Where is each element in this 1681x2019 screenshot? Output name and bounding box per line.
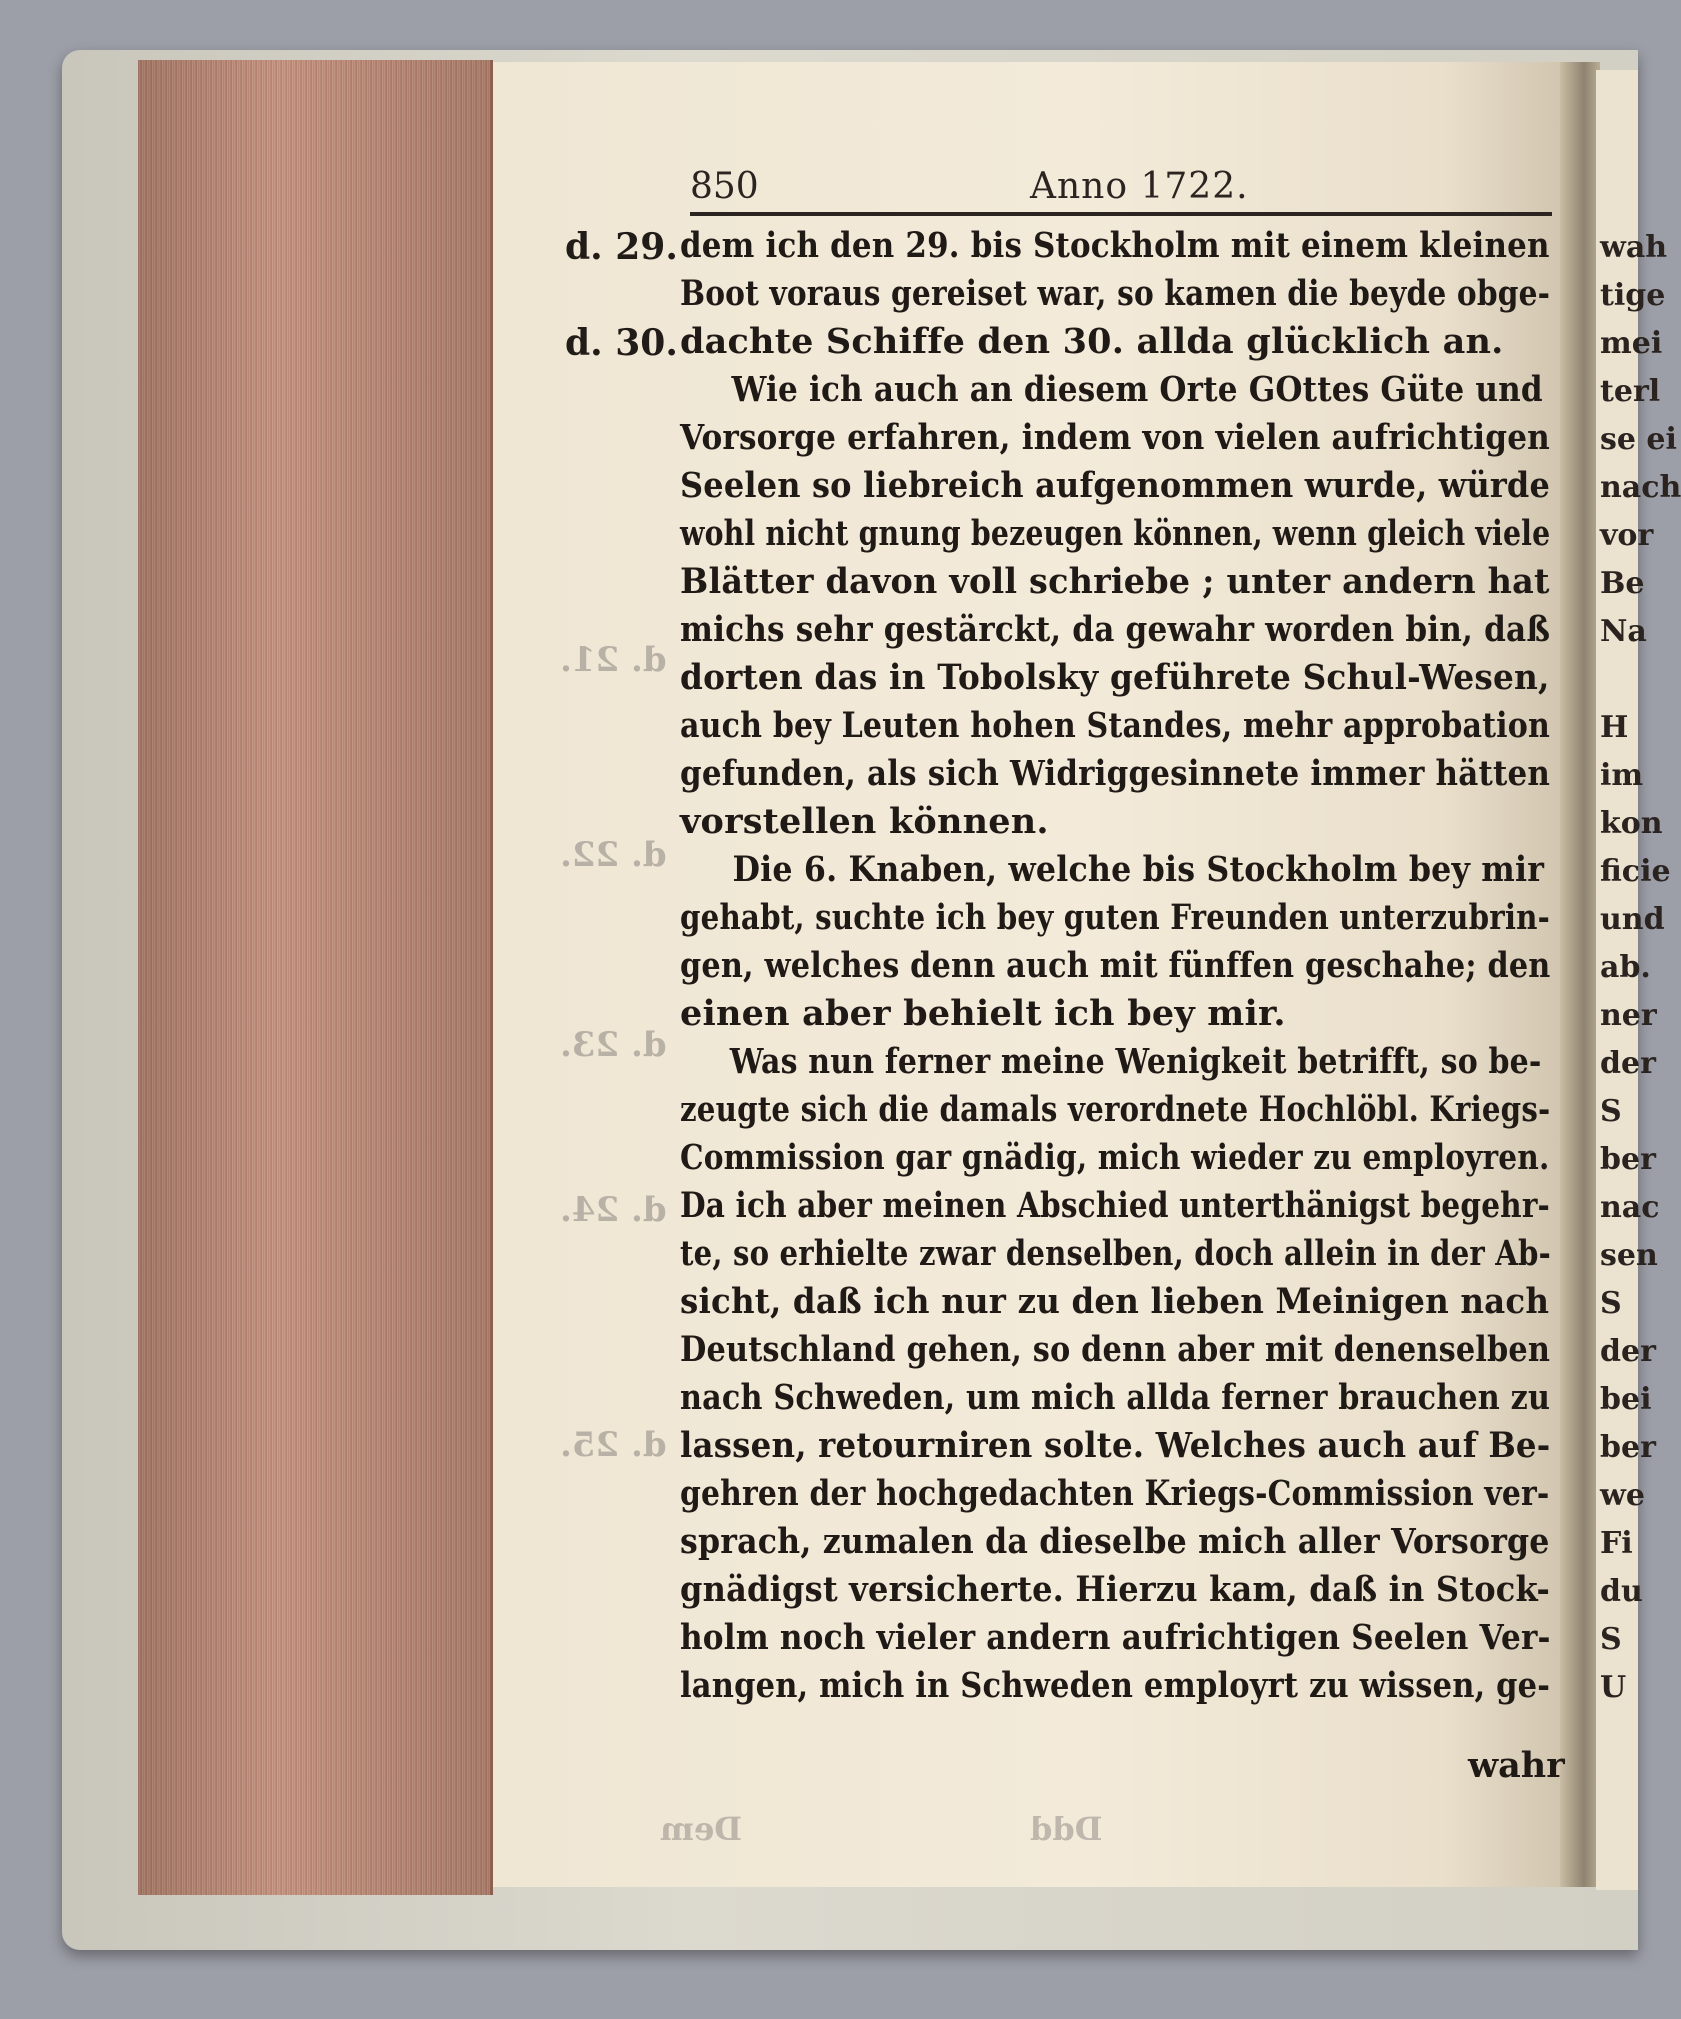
- text-line: langen, mich in Schweden employrt zu wissen, ge-: [680, 1665, 1551, 1706]
- page-number: 850: [690, 166, 759, 207]
- right-page-line: we: [1600, 1478, 1645, 1513]
- text-line: Wie ich auch an diesem Orte GOttes Güte und: [731, 369, 1543, 410]
- right-page-line: Be: [1600, 566, 1645, 601]
- text-line: sprach, zumalen da dieselbe mich aller Vorsorge: [680, 1521, 1550, 1562]
- text-line: zeugte sich die damals verordnete Hochlöbl. Kriegs-: [680, 1089, 1551, 1130]
- text-line: vorstellen können.: [680, 801, 1049, 842]
- text-line: dorten das in Tobolsky geführete Schul-Wesen,: [680, 657, 1550, 698]
- page-edges-shade: [138, 60, 490, 1895]
- right-page-fragment: [1596, 70, 1681, 1890]
- catchword: wahr: [1468, 1745, 1565, 1786]
- right-page-line: mei: [1600, 326, 1663, 361]
- text-line: gehren der hochgedachten Kriegs-Commission ver-: [680, 1473, 1550, 1514]
- text-line: nach Schweden, um mich allda ferner brauchen zu: [680, 1377, 1551, 1418]
- right-page-line: S: [1600, 1622, 1622, 1657]
- text-line: einen aber behielt ich bey mir.: [680, 993, 1286, 1034]
- text-line: gen, welches denn auch mit fünffen geschahe; den: [680, 945, 1551, 986]
- right-page-line: Fi: [1600, 1526, 1633, 1561]
- text-line: sicht, daß ich nur zu den lieben Meinigen nach: [680, 1281, 1550, 1322]
- bleed-through-note: d. 22.: [560, 835, 667, 875]
- right-page-line: ner: [1600, 998, 1657, 1033]
- right-page-line: se ei: [1600, 422, 1677, 457]
- margin-note: d. 30.: [565, 322, 678, 364]
- right-page-line: im: [1600, 758, 1644, 793]
- text-line: Commission gar gnädig, mich wieder zu employren.: [680, 1137, 1550, 1178]
- right-page-line: tige: [1600, 278, 1666, 313]
- right-page-line: ber: [1600, 1430, 1656, 1465]
- right-page-line: ficie: [1600, 854, 1671, 889]
- text-line: gehabt, suchte ich bey guten Freunden unterzubrin-: [680, 897, 1550, 938]
- right-page-line: bei: [1600, 1382, 1652, 1417]
- right-page-line: ber: [1600, 1142, 1656, 1177]
- right-page-line: und: [1600, 902, 1665, 937]
- text-line: dachte Schiffe den 30. allda glücklich an.: [680, 321, 1504, 362]
- text-line: lassen, retourniren solte. Welches auch auf Be-: [680, 1425, 1551, 1466]
- header-rule: [690, 212, 1552, 216]
- bleed-through-bottom: Dem: [660, 1810, 742, 1848]
- right-page-line: H: [1600, 710, 1629, 745]
- right-page-line: S: [1600, 1286, 1622, 1321]
- bleed-through-note: d. 23.: [560, 1025, 667, 1065]
- running-head: Anno 1722.: [1030, 166, 1249, 207]
- book-gutter: [1560, 62, 1600, 1887]
- right-page-line: wah: [1600, 230, 1668, 265]
- margin-note: d. 29.: [565, 226, 678, 268]
- bleed-through-note: d. 24.: [560, 1190, 667, 1230]
- right-page-line: ab.: [1600, 950, 1651, 985]
- text-line: Da ich aber meinen Abschied unterthänigst begehr-: [680, 1185, 1550, 1226]
- right-page-line: sen: [1600, 1238, 1658, 1273]
- bleed-through-note: d. 25.: [560, 1425, 667, 1465]
- right-page-line: du: [1600, 1574, 1643, 1609]
- bleed-through-note: d. 21.: [560, 640, 667, 680]
- text-line: auch bey Leuten hohen Standes, mehr approbation: [680, 705, 1551, 746]
- text-line: dem ich den 29. bis Stockholm mit einem kleinen: [680, 225, 1550, 266]
- right-page-line: terl: [1600, 374, 1661, 409]
- text-line: wohl nicht gnung bezeugen können, wenn gleich viele: [680, 513, 1551, 554]
- bleed-through-bottom: Ddd: [1030, 1810, 1103, 1848]
- text-line: gnädigst versicherte. Hierzu kam, daß in Stock-: [680, 1569, 1551, 1610]
- text-line: te, so erhielte zwar denselben, doch allein in der Ab-: [680, 1233, 1551, 1274]
- page-header: [690, 166, 1540, 206]
- body-text: [680, 222, 1550, 1710]
- text-line: Vorsorge erfahren, indem von vielen aufrichtigen: [680, 417, 1550, 458]
- right-page-line: der: [1600, 1046, 1656, 1081]
- right-page-line: der: [1600, 1334, 1656, 1369]
- text-line: Blätter davon voll schriebe ; unter andern hat: [680, 561, 1550, 602]
- text-line: Seelen so liebreich aufgenommen wurde, würde: [680, 465, 1551, 506]
- text-line: Was nun ferner meine Wenigkeit betrifft, so be-: [729, 1041, 1542, 1082]
- right-page-line: kon: [1600, 806, 1663, 841]
- right-page-line: nac: [1600, 1190, 1660, 1225]
- text-line: holm noch vieler andern aufrichtigen Seelen Ver-: [680, 1617, 1551, 1658]
- right-page-line: Na: [1600, 614, 1647, 649]
- text-line: Deutschland gehen, so denn aber mit denenselben: [680, 1329, 1551, 1370]
- text-line: Die 6. Knaben, welche bis Stockholm bey mir: [732, 849, 1545, 890]
- text-line: gefunden, als sich Widriggesinnete immer hätten: [680, 753, 1551, 794]
- right-page-line: vor: [1600, 518, 1654, 553]
- right-page-line: nach: [1600, 470, 1681, 505]
- right-page-line: U: [1600, 1670, 1627, 1705]
- right-page-line: S: [1600, 1094, 1622, 1129]
- text-line: michs sehr gestärckt, da gewahr worden bin, daß: [680, 609, 1551, 650]
- text-line: Boot voraus gereiset war, so kamen die beyde obge-: [680, 273, 1551, 314]
